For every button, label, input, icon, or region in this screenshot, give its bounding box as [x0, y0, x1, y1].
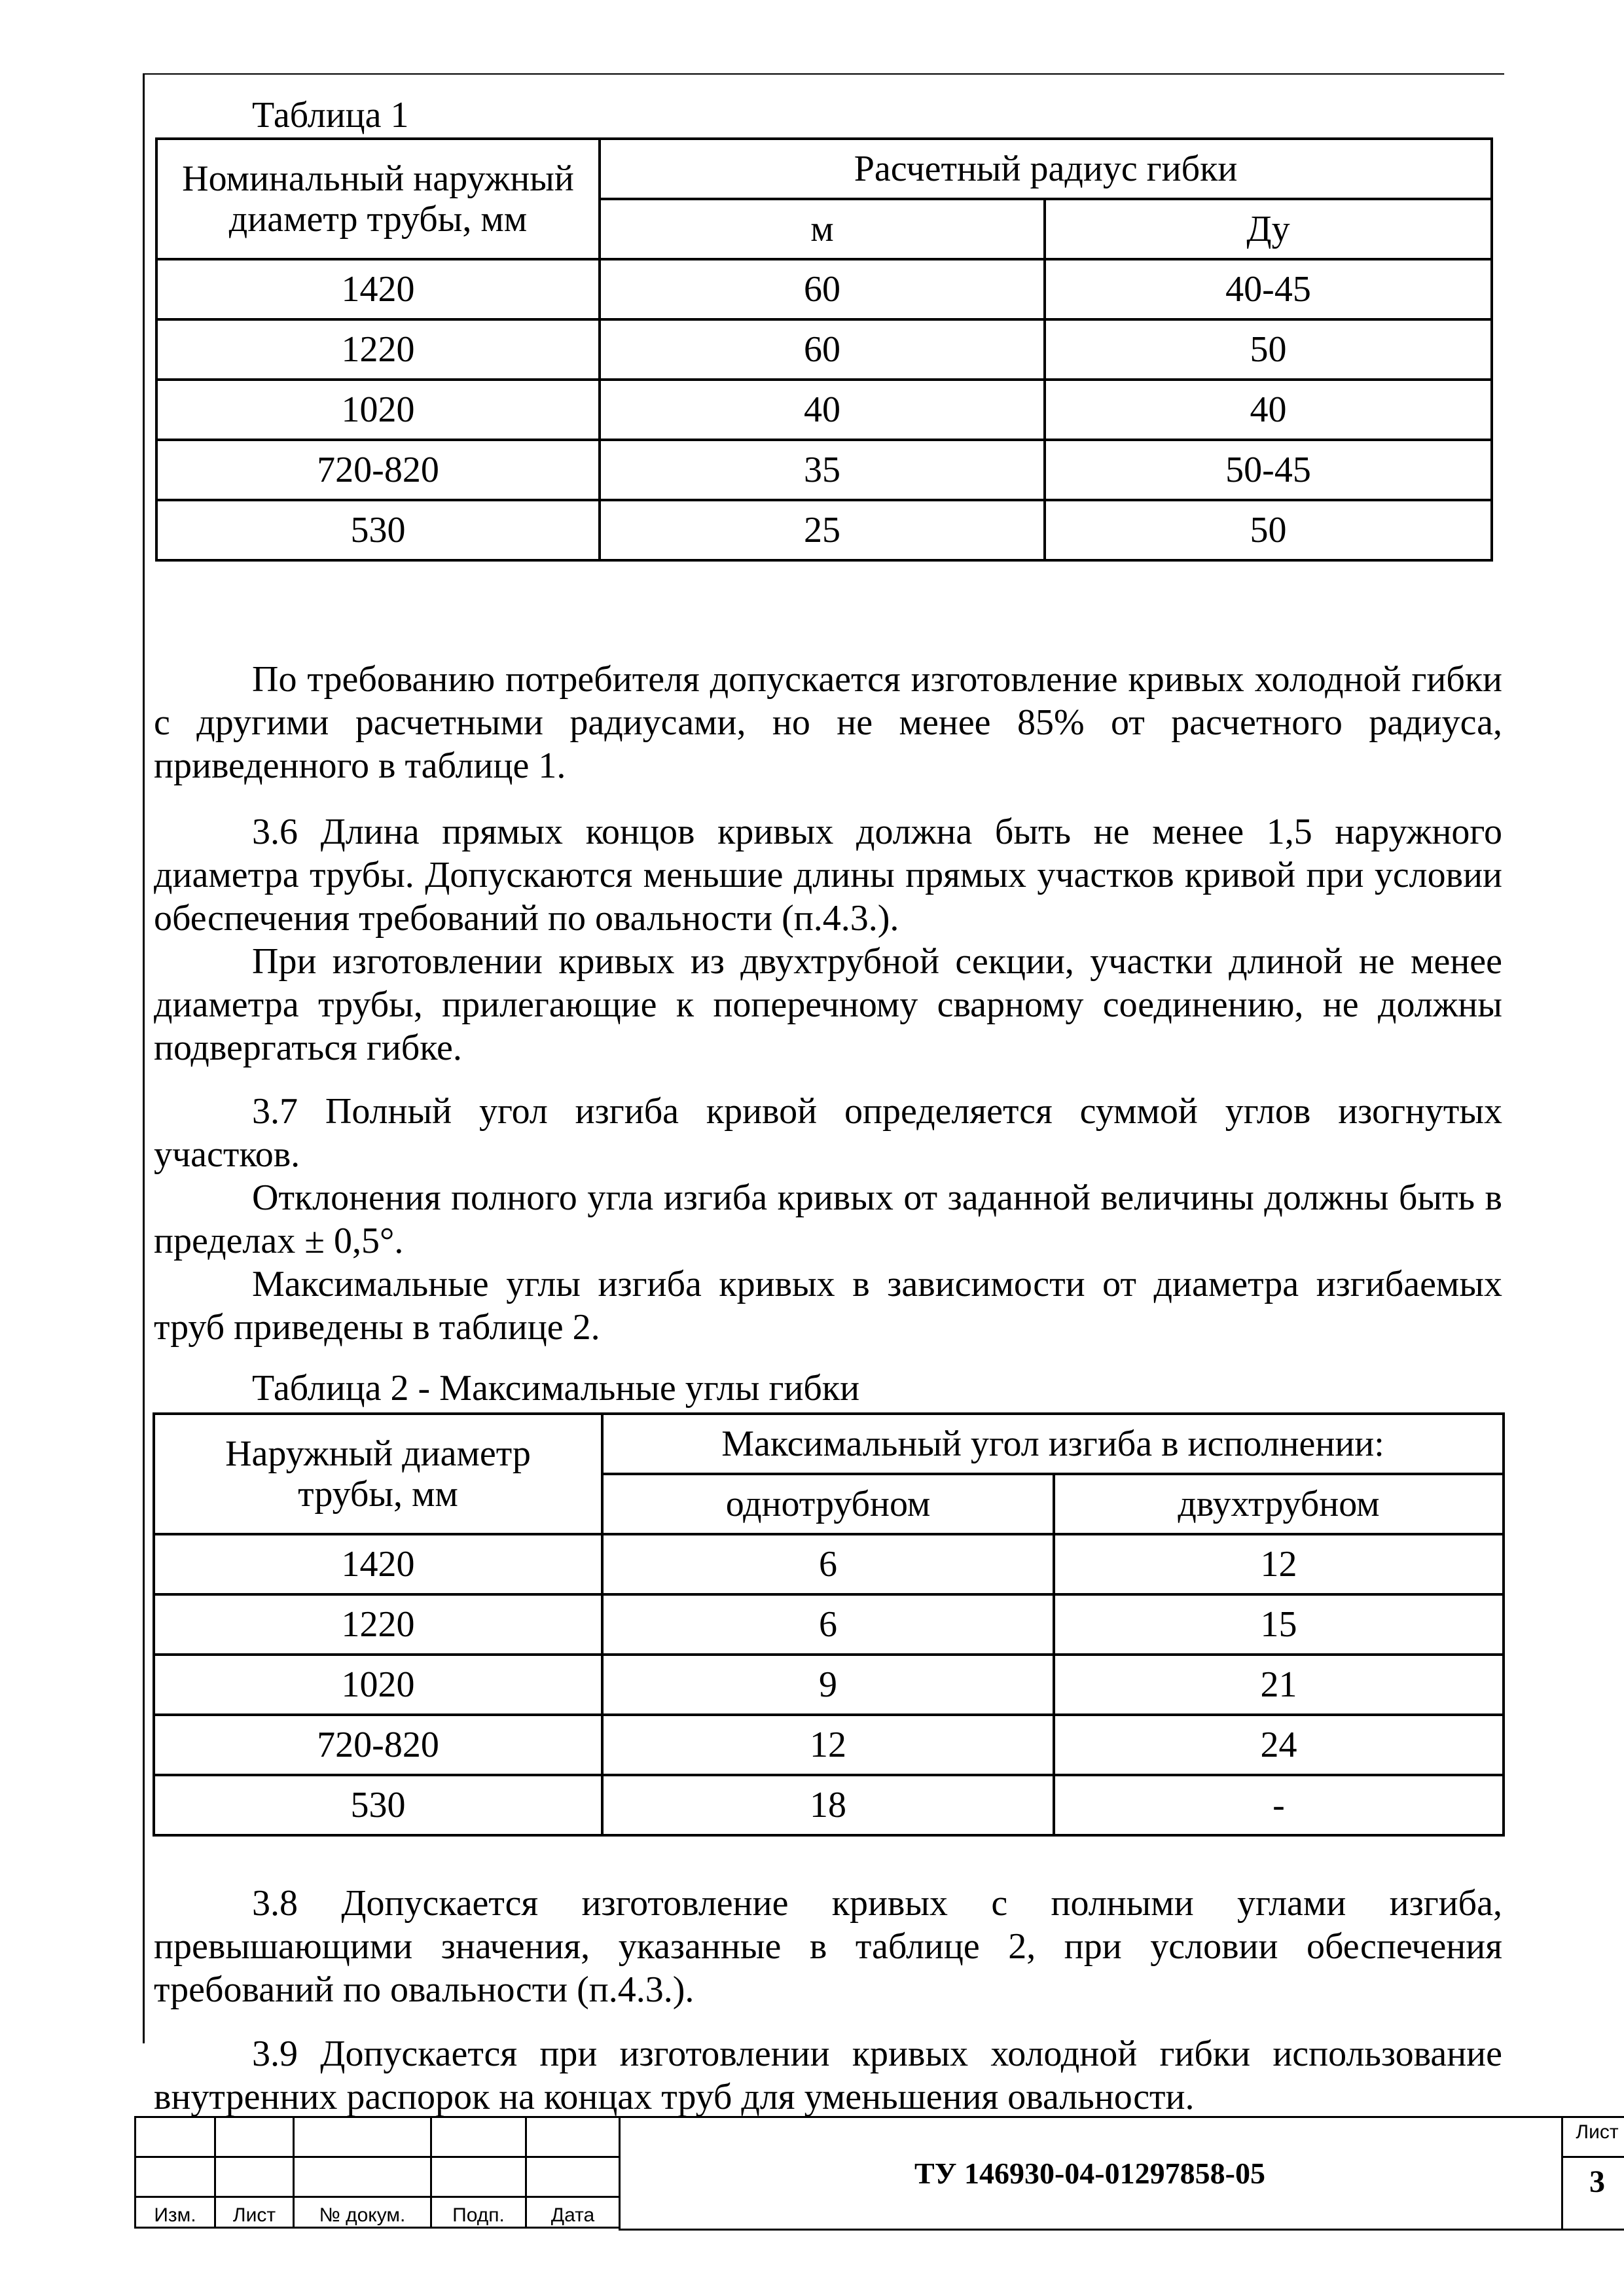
table2-cell: 15 [1054, 1594, 1504, 1655]
table1-cell: 50-45 [1045, 440, 1492, 500]
revision-table [134, 2116, 621, 2229]
table2 [153, 1412, 1505, 1837]
table1-cell: 25 [600, 500, 1045, 560]
sheet-box [1561, 2116, 1624, 2231]
paragraph-two-pipe-section: При изготовлении кривых из двухтрубной секции, участки длиной не менее диаметра трубы, прилегающие к поперечному сварному соединению, не должны подвергаться гибке. [154, 941, 1502, 1068]
table1-cell: 50 [1045, 319, 1492, 380]
stamp-label-signature: Подп. [431, 2197, 526, 2228]
table1-cell: 35 [600, 440, 1045, 500]
table2-cell: 1420 [154, 1534, 602, 1594]
table-row [156, 259, 1492, 319]
table1-subheader-du: Ду [1045, 199, 1492, 259]
table1-cell: 40 [1045, 380, 1492, 440]
table2-cell: 24 [1054, 1715, 1504, 1775]
table-row [156, 380, 1492, 440]
table1-cell: 40-45 [1045, 259, 1492, 319]
table2-subheader-single-pipe: однотрубном [602, 1474, 1054, 1534]
paragraph-3-6: 3.6 Длина прямых концов кривых должна быть не менее 1,5 наружного диаметра трубы. Допускаются меньшие длины прямых участков кривой при условии обеспечения требований по овальности (п.4.3.). [154, 812, 1502, 939]
table1-caption: Таблица 1 [252, 95, 409, 135]
table-row [154, 1655, 1504, 1715]
title-block [134, 2116, 1619, 2231]
table1-cell: 50 [1045, 500, 1492, 560]
table1-header-row [156, 139, 1492, 199]
paragraph-deviation: Отклонения полного угла изгиба кривых от заданной величины должны быть в пределах ± 0,5°. [154, 1177, 1502, 1261]
table1-cell: 1020 [156, 380, 600, 440]
table2-cell: 18 [602, 1775, 1054, 1835]
table1-cell: 60 [600, 319, 1045, 380]
table2-cell: 9 [602, 1655, 1054, 1715]
table2-cell: 6 [602, 1594, 1054, 1655]
paragraph-3-9: 3.9 Допускается при изготовлении кривых холодной гибки использование внутренних распорок на концах труб для уменьшения овальности. [154, 2034, 1502, 2117]
stamp-label-document-number: № докум. [294, 2197, 431, 2228]
paragraph-3-7: 3.7 Полный угол изгиба кривой определяется суммой углов изогнутых участков. [154, 1091, 1502, 1175]
table2-header-diameter: Наружный диаметр трубы, мм [154, 1414, 602, 1534]
table1-cell: 60 [600, 259, 1045, 319]
sheet-number: 3 [1589, 2164, 1605, 2199]
stamp-label-sheet: Лист [215, 2197, 294, 2228]
table2-header-row [154, 1414, 1504, 1474]
table2-header-max-angle: Максимальный угол изгиба в исполнении: [602, 1414, 1504, 1474]
table2-cell: 720-820 [154, 1715, 602, 1775]
table-row [156, 319, 1492, 380]
paragraph-max-angles: Максимальные углы изгиба кривых в зависимости от диаметра изгибаемых труб приведены в таблице 2. [154, 1264, 1502, 1348]
stamp-label-date: Дата [526, 2197, 620, 2228]
frame-left-line [143, 73, 145, 2043]
table1-subheader-m: м [600, 199, 1045, 259]
table2-cell: 12 [602, 1715, 1054, 1775]
table-row [156, 440, 1492, 500]
table-row [154, 1534, 1504, 1594]
table1-header-radius: Расчетный радиус гибки [600, 139, 1492, 199]
sheet-label: Лист [1576, 2121, 1619, 2143]
stamp-label-change: Изм. [135, 2197, 215, 2228]
table-row [154, 1775, 1504, 1835]
table1-cell: 720-820 [156, 440, 600, 500]
table1-header-diameter: Номинальный наружный диаметр трубы, мм [156, 139, 600, 259]
table1-cell: 1220 [156, 319, 600, 380]
table2-cell: 21 [1054, 1655, 1504, 1715]
table1-cell: 530 [156, 500, 600, 560]
table2-caption: Таблица 2 - Максимальные углы гибки [252, 1368, 860, 1408]
paragraph-consumer-requirement: По требованию потребителя допускается изготовление кривых холодной гибки с другими расчетными радиусами, но не менее 85% от расчетного радиуса, приведенного в таблице 1. [154, 659, 1502, 786]
table2-cell: 6 [602, 1534, 1054, 1594]
paragraph-3-8: 3.8 Допускается изготовление кривых с полными углами изгиба, превышающими значения, указанные в таблице 2, при условии обеспечения требований по овальности (п.4.3.). [154, 1883, 1502, 2010]
sheet-divider [1563, 2156, 1624, 2158]
table2-cell: - [1054, 1775, 1504, 1835]
table-row [156, 500, 1492, 560]
frame-top-line [143, 73, 1504, 75]
table1 [155, 137, 1493, 562]
document-designation: ТУ 146930-04-01297858-05 [619, 2116, 1561, 2231]
table2-cell: 1020 [154, 1655, 602, 1715]
table2-cell: 1220 [154, 1594, 602, 1655]
table1-cell: 1420 [156, 259, 600, 319]
table1-cell: 40 [600, 380, 1045, 440]
table-row [154, 1715, 1504, 1775]
table2-subheader-double-pipe: двухтрубном [1054, 1474, 1504, 1534]
table2-cell: 12 [1054, 1534, 1504, 1594]
table-row [154, 1594, 1504, 1655]
table2-cell: 530 [154, 1775, 602, 1835]
